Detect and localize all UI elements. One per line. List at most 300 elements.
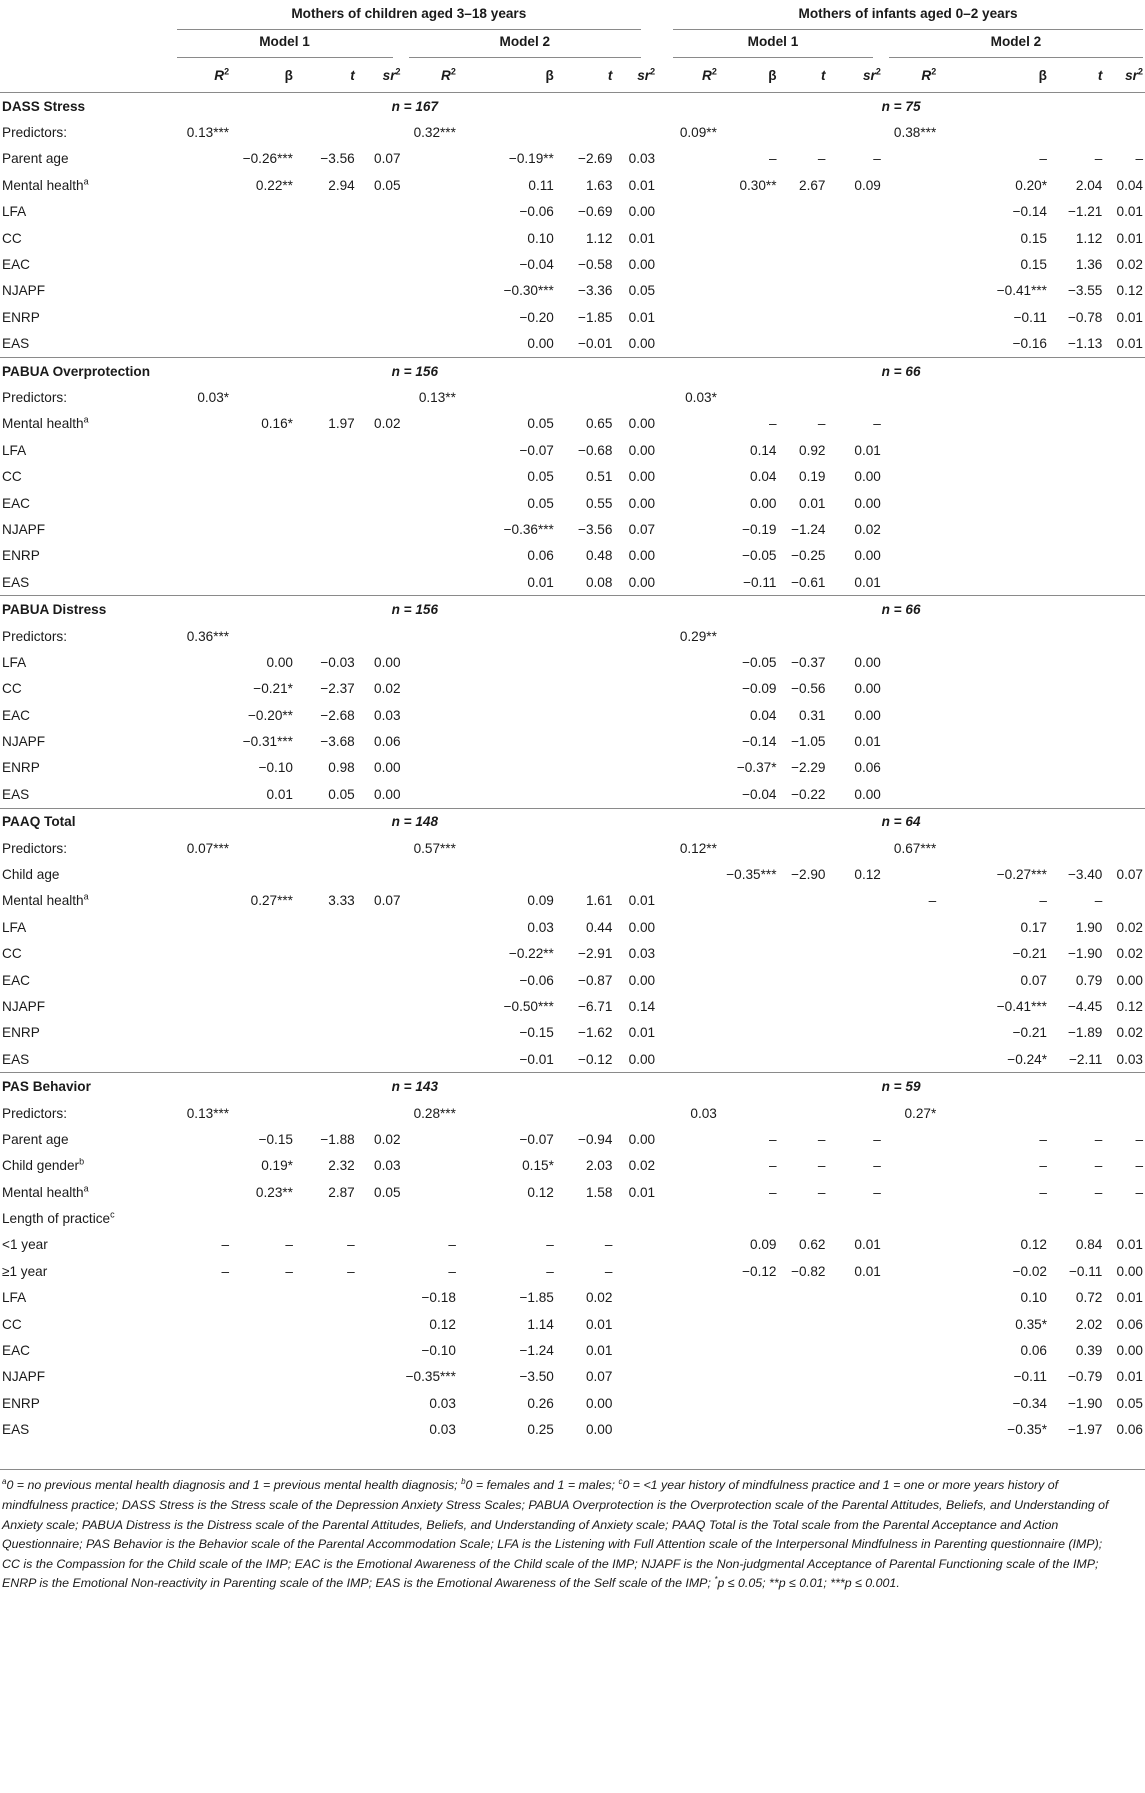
table-cell	[357, 1100, 403, 1126]
table-cell	[614, 676, 657, 702]
table-row	[0, 781, 1145, 808]
row-label: EAS	[2, 1051, 30, 1067]
group-children-header: Mothers of children aged 3–18 years	[177, 0, 642, 30]
table-row	[0, 755, 1145, 781]
table-cell	[719, 225, 779, 251]
table-cell	[556, 755, 615, 781]
table-cell	[357, 463, 403, 489]
table-cell: −1.90	[1067, 1395, 1103, 1411]
table-cell: 0.03	[429, 1422, 456, 1438]
table-cell	[938, 119, 1049, 145]
table-cell	[173, 463, 232, 489]
table-cell: −0.19	[742, 521, 777, 537]
table-row	[0, 411, 1145, 437]
table-row	[0, 993, 1145, 1019]
table-cell: 0.14	[628, 998, 656, 1014]
table-row	[0, 225, 1145, 251]
table-cell	[614, 781, 657, 808]
table-cell	[556, 623, 615, 649]
table-cell: 0.00	[628, 495, 656, 511]
table-cell	[458, 755, 556, 781]
row-label: <1 year	[2, 1237, 48, 1253]
table-cell	[295, 543, 357, 569]
table-cell: –	[221, 1263, 230, 1279]
table-cell: −0.07	[519, 1131, 554, 1147]
table-cell: −2.68	[320, 707, 355, 723]
table-cell	[403, 993, 458, 1019]
table-cell	[458, 623, 556, 649]
table-cell	[827, 304, 882, 330]
table-cell	[779, 1417, 828, 1443]
table-cell	[938, 543, 1049, 569]
table-cell	[883, 1258, 938, 1284]
row-label: Predictors:	[2, 1105, 67, 1121]
table-cell: 0.07	[1020, 972, 1047, 988]
table-cell	[657, 1046, 719, 1073]
table-row	[0, 331, 1145, 358]
table-cell	[357, 304, 403, 330]
table-cell	[403, 888, 458, 914]
table-cell	[556, 1205, 615, 1231]
table-cell: 0.27***	[250, 893, 293, 909]
table-cell	[173, 1364, 232, 1390]
table-cell	[231, 331, 295, 358]
table-row	[0, 172, 1145, 198]
table-cell	[779, 1046, 828, 1073]
table-cell: 0.12	[429, 1316, 456, 1332]
table-cell: −0.14	[742, 734, 777, 750]
table-cell: 0.15	[1020, 230, 1047, 246]
table-cell	[614, 861, 657, 887]
table-cell: 2.02	[1075, 1316, 1103, 1332]
table-row	[0, 1285, 1145, 1311]
table-cell	[403, 967, 458, 993]
table-cell: 0.13**	[418, 389, 456, 405]
row-label: Child age	[2, 867, 60, 883]
table-cell	[231, 941, 295, 967]
table-cell	[1104, 835, 1145, 861]
table-cell	[779, 384, 828, 410]
table-cell: 0.07	[374, 893, 401, 909]
table-cell	[883, 1046, 938, 1073]
table-cell: –	[873, 151, 881, 167]
children-model1-col-sr2: $sr^2$	[357, 58, 403, 93]
table-cell: 0.00	[750, 495, 777, 511]
table-cell	[1049, 676, 1104, 702]
table-cell	[938, 411, 1049, 437]
table-cell	[173, 728, 232, 754]
table-cell	[883, 914, 938, 940]
table-cell: 0.03	[374, 707, 401, 723]
table-cell	[657, 1153, 719, 1179]
table-cell: 0.05	[527, 495, 554, 511]
table-cell: 0.12**	[679, 840, 717, 856]
table-cell	[403, 623, 458, 649]
table-cell	[173, 146, 232, 172]
table-cell	[719, 1046, 779, 1073]
table-cell: 0.01	[1116, 1369, 1143, 1385]
table-cell: –	[1135, 151, 1143, 167]
table-cell	[295, 304, 357, 330]
table-cell	[827, 199, 882, 225]
table-row	[0, 861, 1145, 887]
sample-size-children: n = 143	[173, 1073, 658, 1100]
table-cell: −0.05	[742, 548, 777, 564]
table-cell	[779, 623, 828, 649]
table-cell: −3.56	[578, 521, 613, 537]
table-cell: 0.00	[854, 469, 881, 485]
table-cell	[357, 331, 403, 358]
table-cell	[614, 702, 657, 728]
row-label: LFA	[2, 654, 27, 670]
table-cell: –	[448, 1263, 456, 1279]
table-cell: 0.79	[1075, 972, 1103, 988]
table-cell	[295, 623, 357, 649]
table-cell: 0.15	[1020, 257, 1047, 273]
row-label: Child gender$^b$	[2, 1156, 85, 1174]
table-cell: –	[546, 1263, 554, 1279]
table-cell	[779, 993, 828, 1019]
row-label: CC	[2, 230, 22, 246]
table-cell	[403, 172, 458, 198]
table-cell	[883, 1311, 938, 1337]
table-cell	[1049, 755, 1104, 781]
row-label: Predictors:	[2, 840, 67, 856]
table-row	[0, 914, 1145, 940]
table-cell: −0.78	[1067, 309, 1103, 325]
table-cell: 1.12	[1075, 230, 1103, 246]
table-cell	[295, 914, 357, 940]
table-row	[0, 146, 1145, 172]
children-model1-header: Model 1	[177, 30, 393, 58]
table-cell: –	[768, 1158, 777, 1174]
table-cell	[779, 199, 828, 225]
table-cell: 0.09	[750, 1237, 777, 1253]
table-cell: 0.15*	[522, 1158, 554, 1174]
table-cell: 0.12	[527, 1184, 554, 1200]
table-cell	[231, 516, 295, 542]
table-cell	[357, 1390, 403, 1416]
table-row	[0, 1100, 1145, 1126]
table-cell	[1104, 411, 1145, 437]
group-header-row	[0, 0, 1145, 30]
row-label: Predictors:	[2, 389, 67, 405]
table-cell	[883, 516, 938, 542]
table-cell: 1.97	[328, 416, 355, 432]
table-cell: 0.00	[628, 919, 656, 935]
table-cell: −0.22	[791, 786, 826, 802]
table-cell	[657, 1337, 719, 1363]
table-cell	[231, 251, 295, 277]
table-cell: −0.37	[791, 654, 826, 670]
table-cell	[719, 941, 779, 967]
table-cell	[173, 172, 232, 198]
table-cell	[231, 199, 295, 225]
row-label: Parent age	[2, 1131, 69, 1147]
table-cell	[403, 755, 458, 781]
row-label: LFA	[2, 1290, 27, 1306]
table-cell	[231, 1046, 295, 1073]
table-cell: –	[1094, 1158, 1103, 1174]
table-cell: −0.30***	[503, 283, 554, 299]
table-cell: −0.06	[519, 972, 554, 988]
table-cell	[719, 888, 779, 914]
table-cell	[403, 702, 458, 728]
table-cell	[1104, 781, 1145, 808]
table-cell	[883, 225, 938, 251]
table-cell: −0.09	[742, 681, 777, 697]
table-cell	[173, 278, 232, 304]
table-cell	[1049, 437, 1104, 463]
table-cell	[173, 941, 232, 967]
table-cell	[173, 1046, 232, 1073]
table-row	[0, 1179, 1145, 1205]
table-cell: 0.39	[1075, 1343, 1103, 1359]
table-cell: −0.14	[1012, 204, 1047, 220]
table-cell: 0.01	[1116, 230, 1143, 246]
table-cell	[1049, 781, 1104, 808]
footnote-c-marker: c	[618, 1477, 623, 1487]
table-cell: 0.92	[799, 442, 826, 458]
row-label: LFA	[2, 204, 27, 220]
table-cell: 0.00	[374, 760, 401, 776]
table-cell	[938, 835, 1049, 861]
table-cell	[1049, 516, 1104, 542]
row-label: Predictors:	[2, 628, 67, 644]
table-cell	[827, 1020, 882, 1046]
table-cell	[295, 331, 357, 358]
table-cell	[883, 384, 938, 410]
table-cell	[1104, 437, 1145, 463]
table-cell: –	[817, 1131, 826, 1147]
table-cell	[883, 781, 938, 808]
table-cell	[614, 1364, 657, 1390]
table-cell: −0.41***	[996, 283, 1047, 299]
table-cell	[883, 1232, 938, 1258]
infants-model2-col-beta: β	[938, 58, 1049, 93]
table-cell	[357, 1337, 403, 1363]
row-label: EAC	[2, 257, 30, 273]
table-cell: 0.04	[1116, 177, 1143, 193]
table-cell: –	[285, 1237, 293, 1253]
table-cell	[231, 490, 295, 516]
table-row	[0, 1126, 1145, 1152]
table-cell: –	[1039, 893, 1047, 909]
table-cell	[357, 1417, 403, 1443]
table-cell: –	[604, 1237, 613, 1253]
table-cell: −2.11	[1068, 1051, 1103, 1067]
table-cell	[1049, 490, 1104, 516]
table-cell: 0.00	[628, 574, 656, 590]
table-cell	[458, 384, 556, 410]
table-cell: −2.90	[791, 867, 826, 883]
sample-size-children: n = 156	[173, 596, 658, 623]
table-cell: 0.01	[1116, 1237, 1143, 1253]
table-cell	[173, 569, 232, 596]
table-cell	[657, 1179, 719, 1205]
table-cell	[1104, 676, 1145, 702]
table-cell	[295, 199, 357, 225]
table-cell	[403, 1179, 458, 1205]
table-cell	[173, 914, 232, 940]
table-cell: 0.02	[585, 1290, 613, 1306]
table-cell	[458, 728, 556, 754]
table-cell: 0.03	[527, 919, 554, 935]
table-cell	[1049, 623, 1104, 649]
table-cell: 0.07	[585, 1369, 613, 1385]
table-cell	[657, 463, 719, 489]
table-cell	[827, 384, 882, 410]
table-cell	[779, 304, 828, 330]
row-label: EAC	[2, 1343, 30, 1359]
row-label: CC	[2, 469, 22, 485]
table-cell: −0.04	[519, 257, 554, 273]
table-cell: −0.16	[1012, 336, 1047, 352]
table-cell: 0.00	[628, 257, 656, 273]
table-cell: 0.03	[429, 1395, 456, 1411]
table-footnote	[2, 1476, 1112, 1594]
table-cell: –	[1039, 1184, 1047, 1200]
table-cell	[883, 676, 938, 702]
table-cell	[827, 331, 882, 358]
table-cell: 0.07	[628, 521, 656, 537]
table-cell: −0.21	[1012, 1025, 1047, 1041]
table-cell: 1.12	[585, 230, 613, 246]
table-cell: 0.00	[585, 1422, 613, 1438]
sample-size-infants: n = 66	[657, 357, 1145, 384]
table-cell: −0.11	[1013, 309, 1047, 325]
table-cell: −3.68	[320, 734, 355, 750]
table-cell: 1.63	[585, 177, 613, 193]
table-cell	[614, 1100, 657, 1126]
table-cell	[295, 490, 357, 516]
table-cell	[614, 119, 657, 145]
table-cell	[657, 967, 719, 993]
table-cell: −3.50	[519, 1369, 554, 1385]
table-cell: –	[347, 1237, 355, 1253]
table-cell: 1.58	[585, 1184, 613, 1200]
table-cell	[556, 728, 615, 754]
table-cell	[719, 304, 779, 330]
table-cell	[1049, 1100, 1104, 1126]
table-row	[0, 1020, 1145, 1046]
children-model2-col-t: t	[556, 58, 615, 93]
table-cell	[938, 463, 1049, 489]
table-cell	[827, 1417, 882, 1443]
table-cell	[403, 861, 458, 887]
table-cell: –	[448, 1237, 456, 1253]
table-cell: 0.01	[1116, 309, 1143, 325]
infants-model1-col-beta: β	[719, 58, 779, 93]
table-row	[0, 1046, 1145, 1073]
table-cell: 0.04	[750, 469, 777, 485]
table-cell	[1104, 1100, 1145, 1126]
table-cell	[231, 304, 295, 330]
table-cell: −0.22**	[508, 946, 554, 962]
table-cell	[295, 835, 357, 861]
section-header-row	[0, 357, 1145, 384]
table-cell: 0.44	[585, 919, 613, 935]
table-cell	[719, 835, 779, 861]
footnote-a: 0 = no previous mental health diagnosis and 1 = previous mental health diagnosis;	[6, 1478, 462, 1493]
row-label: Mental health$^a$	[2, 1183, 89, 1200]
table-cell	[173, 702, 232, 728]
column-header-row	[0, 58, 1145, 93]
table-cell	[231, 225, 295, 251]
table-row	[0, 888, 1145, 914]
table-cell	[295, 1020, 357, 1046]
table-cell	[357, 225, 403, 251]
table-cell	[173, 1337, 232, 1363]
table-cell	[883, 199, 938, 225]
table-cell	[357, 543, 403, 569]
table-cell	[1049, 384, 1104, 410]
table-cell: 0.00	[628, 1051, 656, 1067]
table-cell	[779, 1205, 828, 1231]
table-cell: 0.02	[1116, 919, 1143, 935]
table-cell	[403, 463, 458, 489]
table-cell: –	[604, 1263, 613, 1279]
table-cell	[719, 251, 779, 277]
table-cell	[883, 861, 938, 887]
table-row	[0, 649, 1145, 675]
table-cell: 0.01	[1116, 336, 1143, 352]
table-cell	[173, 1153, 232, 1179]
table-cell	[357, 490, 403, 516]
table-cell	[295, 384, 357, 410]
table-cell	[1104, 119, 1145, 145]
table-cell	[614, 1258, 657, 1284]
table-cell	[657, 199, 719, 225]
table-cell: −0.05	[742, 654, 777, 670]
table-cell: 1.90	[1075, 919, 1103, 935]
table-cell: 0.19*	[261, 1158, 293, 1174]
table-cell	[295, 1100, 357, 1126]
table-cell	[657, 1020, 719, 1046]
table-cell	[1104, 384, 1145, 410]
footnote-p-marker: *	[714, 1575, 718, 1585]
table-cell	[614, 1205, 657, 1231]
section-title: PAAQ Total	[0, 808, 173, 835]
table-cell	[827, 225, 882, 251]
table-cell: −1.97	[1067, 1422, 1103, 1438]
table-cell: –	[285, 1263, 293, 1279]
table-cell	[614, 1390, 657, 1416]
table-cell	[938, 1205, 1049, 1231]
table-cell	[779, 1390, 828, 1416]
table-cell	[657, 146, 719, 172]
footnote-c: 0 = <1 year history of mindfulness practice and 1 = one or more years history of mindfulness practice; DASS Stress is the Stress scale of the Depression Anxiety Stress Scales; PABUA Overprotection is the Overprotection scale of the Parental Attitudes, Beliefs, and Understanding of Anxiety scale; PABUA Distress is the Distress scale of the Parental Attitudes, Beliefs, and Understanding of Anxiety scale; PAAQ Total is the Total scale from the Parental Acceptance and Action Questionnaire; PAS Behavior is the Behavior scale of the Parental Accommodation Scale; LFA is the Listening with Full Attention scale of the Interpersonal Mindfulness in Parenting questionnaire (IMP); CC is the Compassion for the Child scale of the IMP; EAC is the Emotional Awareness of the Child scale of the IMP; NJAPF is the Non-judgmental Acceptance of Parental Functioning scale of the IMP; ENRP is the Emotional Non-reactivity in Parenting scale of the IMP; EAS is the Emotional Awareness of the Self scale of the IMP;	[2, 1478, 1109, 1591]
infants-model2-col-sr2: $sr^2$	[1104, 58, 1145, 93]
sample-size-children: n = 148	[173, 808, 658, 835]
table-row	[0, 1258, 1145, 1284]
table-cell: –	[817, 151, 826, 167]
table-cell	[403, 914, 458, 940]
table-cell: −1.05	[791, 734, 826, 750]
table-cell	[357, 1258, 403, 1284]
table-cell: 0.03	[628, 946, 656, 962]
table-cell	[173, 676, 232, 702]
table-cell	[719, 331, 779, 358]
table-cell	[883, 1179, 938, 1205]
table-cell	[657, 861, 719, 887]
table-cell	[357, 516, 403, 542]
table-cell	[231, 914, 295, 940]
table-row	[0, 490, 1145, 516]
table-cell: 1.14	[527, 1316, 554, 1332]
table-cell: 0.00	[628, 548, 656, 564]
table-cell	[657, 1390, 719, 1416]
